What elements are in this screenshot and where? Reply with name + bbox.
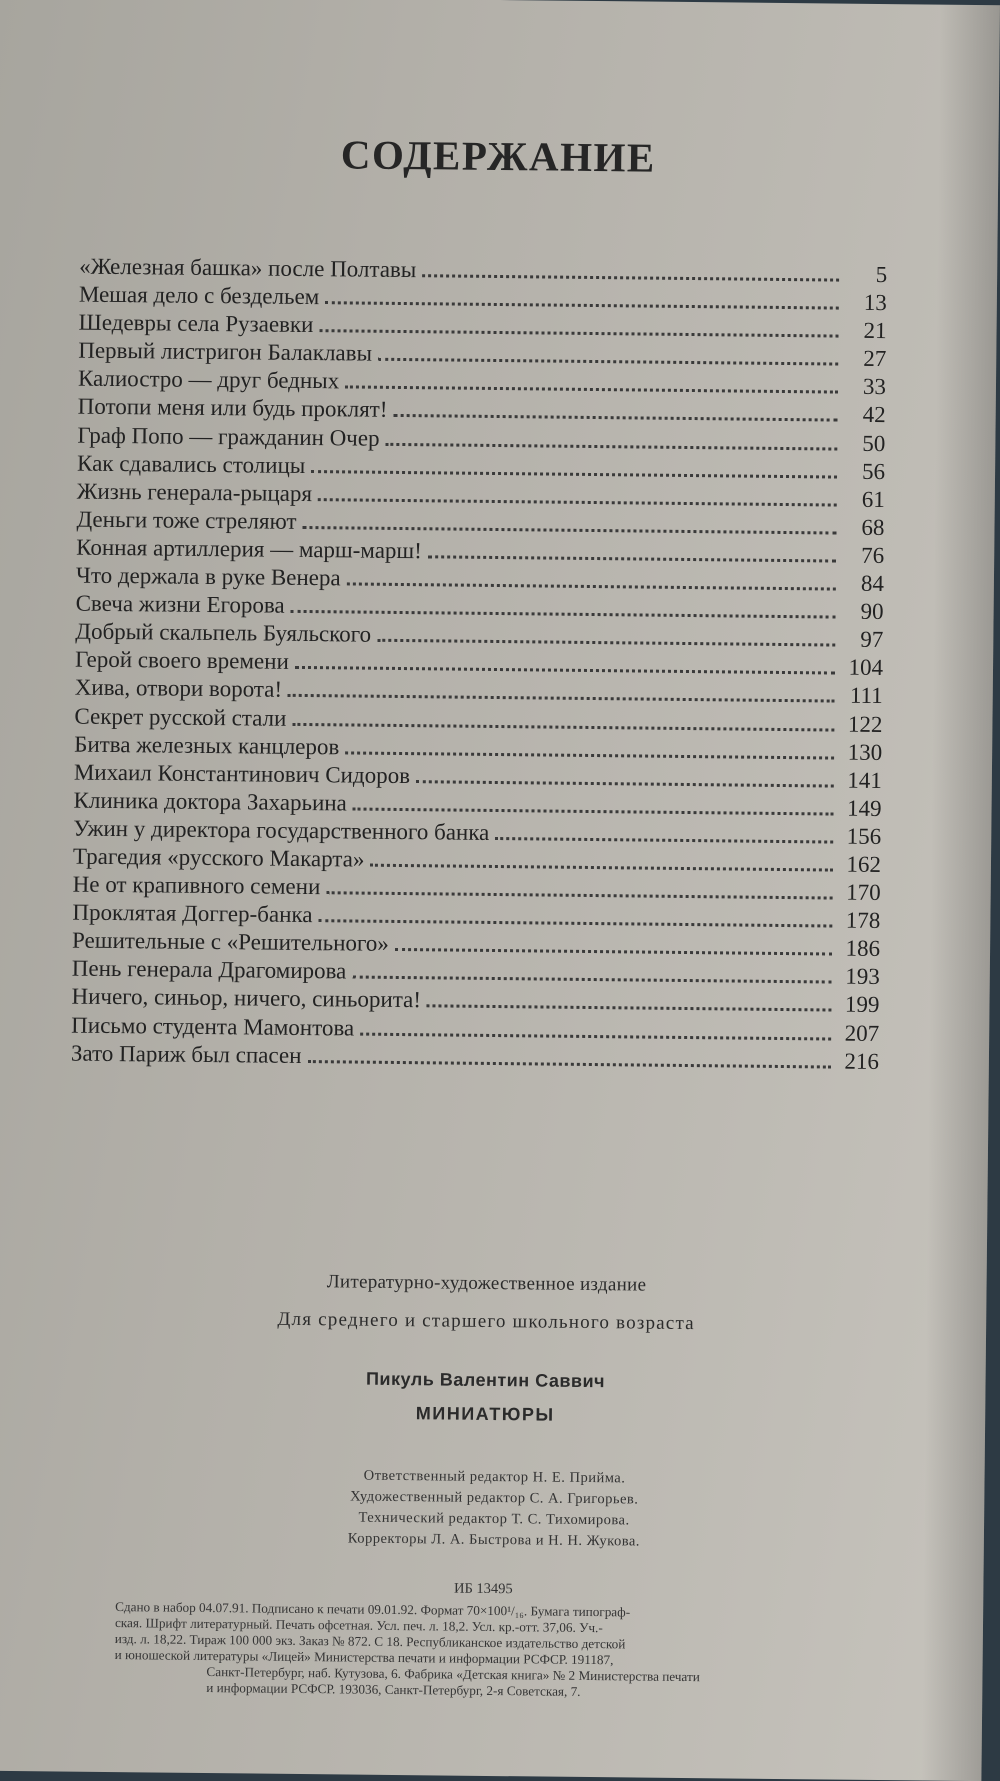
toc-entry-page: 199 bbox=[844, 992, 880, 1018]
toc-entry-page: 141 bbox=[847, 767, 882, 793]
toc-entry-title: Письмо студента Мамонтова bbox=[71, 1012, 355, 1041]
dot-leader bbox=[395, 948, 832, 956]
toc-entry-title: Пень генерала Драгомирова bbox=[71, 955, 347, 984]
toc-entry-title: Мешая дело с бездельем bbox=[78, 281, 320, 310]
editorial-credits bbox=[284, 1465, 705, 1553]
dot-leader bbox=[370, 864, 833, 872]
toc-entry-title: Ничего, синьор, ничего, синьорита! bbox=[71, 984, 422, 1013]
toc-entry-title: Шедевры села Рузаевки bbox=[78, 309, 314, 338]
dot-leader bbox=[427, 1005, 832, 1012]
toc-entry-page: 56 bbox=[861, 458, 886, 484]
dot-leader bbox=[353, 807, 834, 815]
credit-line: Художественный редактор С. А. Григорьев. bbox=[350, 1488, 639, 1508]
toc-title: СОДЕРЖАНИЕ bbox=[340, 131, 657, 181]
edition-type: Литературно-художественное издание bbox=[326, 1271, 647, 1296]
imprint-line: ская. Шрифт литературный. Печать офсетная. Усл. печ. л. 18,2. Усл. кр.-отт. 37,06. Уч.- bbox=[114, 1615, 603, 1636]
toc-entry-title: Конная артиллерия — марш-марш! bbox=[76, 534, 422, 564]
toc-entry-page: 90 bbox=[860, 598, 884, 625]
toc-entry-page: 5 bbox=[875, 261, 888, 288]
author-name: Пикуль Валентин Саввич bbox=[365, 1368, 606, 1392]
toc-entry-page: 130 bbox=[847, 739, 883, 765]
toc-entry-title: Деньги тоже стреляют bbox=[76, 506, 297, 534]
dot-leader bbox=[318, 919, 832, 927]
toc-entry-page: 97 bbox=[860, 627, 884, 653]
dot-leader bbox=[326, 891, 832, 899]
toc-entry-title: Свеча жизни Егорова bbox=[75, 590, 285, 618]
dot-leader bbox=[495, 837, 833, 844]
ib-number: ИБ 13495 bbox=[453, 1580, 513, 1598]
toc-entry-page: 27 bbox=[863, 346, 887, 372]
toc-entry-title: Потопи меня или будь проклят! bbox=[77, 394, 388, 423]
toc-entry-title: «Железная башка» после Полтавы bbox=[79, 253, 417, 283]
audience-note: Для среднего и старшего школьного возраста bbox=[277, 1308, 695, 1335]
toc-entry-title: Решительные с «Решительного» bbox=[71, 927, 389, 957]
imprint-block bbox=[114, 1599, 855, 1703]
toc-entry-title: Что держала в руке Венера bbox=[75, 562, 341, 591]
toc-entry-page: 104 bbox=[848, 654, 884, 681]
dot-leader bbox=[288, 694, 835, 703]
dot-leader bbox=[393, 414, 837, 422]
toc-entry-title: Не от крапивного семени bbox=[72, 871, 321, 900]
dot-leader bbox=[311, 470, 837, 479]
dot-leader bbox=[345, 386, 838, 394]
imprint-line: и юношеской литературы «Лицей» Министерства печати и информации РСФСР. 191187, bbox=[114, 1647, 614, 1668]
toc-entry-title: Граф Попо — гражданин Очер bbox=[77, 422, 380, 451]
imprint-line: Сдано в набор 04.07.91. Подписано к печати 09.01.92. Формат 70×100¹/₁₆. Бумага типограф- bbox=[115, 1599, 631, 1620]
toc-entry-page: 84 bbox=[860, 570, 885, 597]
dot-leader bbox=[318, 498, 837, 506]
toc-entry-page: 61 bbox=[861, 486, 885, 512]
toc-entry-page: 207 bbox=[844, 1020, 880, 1046]
toc-entry-page: 33 bbox=[862, 374, 887, 400]
toc-entry-title: Секрет русской стали bbox=[74, 703, 287, 731]
imprint-line: и информации РСФСР. 193036, Санкт-Петербург, 2-я Советская, 7. bbox=[206, 1680, 581, 1699]
credit-line: Технический редактор Т. С. Тихомирова. bbox=[358, 1509, 630, 1529]
toc-entry-title: Как сдавались столицы bbox=[77, 450, 306, 478]
toc-entry-title: Зато Париж был спасен bbox=[70, 1040, 302, 1068]
toc-entry-page: 162 bbox=[846, 851, 882, 878]
table-of-contents bbox=[71, 254, 887, 1077]
dot-leader bbox=[319, 329, 838, 337]
toc-entry-title: Жизнь генерала-рыцаря bbox=[76, 478, 313, 506]
toc-entry-page: 42 bbox=[862, 402, 886, 428]
toc-entry-title: Проклятая Доггер-банка bbox=[72, 899, 313, 928]
imprint-line: Санкт-Петербург, наб. Кутузова, 6. Фабрика «Детская книга» № 2 Министерства печати bbox=[206, 1664, 700, 1685]
toc-entry-title: Битва железных канцлеров bbox=[74, 731, 340, 759]
dot-leader bbox=[345, 751, 834, 759]
toc-entry-page: 21 bbox=[863, 318, 887, 344]
toc-entry-title: Калиостро — друг бедных bbox=[77, 365, 340, 394]
dot-leader bbox=[325, 301, 839, 309]
toc-entry-page: 122 bbox=[847, 711, 883, 737]
dot-leader bbox=[428, 555, 836, 562]
dot-leader bbox=[378, 358, 838, 366]
dot-leader bbox=[352, 976, 831, 984]
dot-leader bbox=[422, 274, 839, 281]
dot-leader bbox=[291, 610, 836, 619]
book-title: МИНИАТЮРЫ bbox=[415, 1403, 555, 1425]
toc-entry-title: Трагедия «русского Макарта» bbox=[72, 843, 365, 872]
toc-entry-page: 76 bbox=[861, 542, 885, 568]
toc-entry-page: 149 bbox=[846, 795, 882, 821]
dot-leader bbox=[292, 722, 834, 731]
toc-entry-title: Михаил Константинович Сидоров bbox=[73, 759, 411, 788]
dot-leader bbox=[360, 1032, 831, 1040]
toc-entry-page: 111 bbox=[849, 683, 883, 709]
dot-leader bbox=[385, 442, 837, 450]
toc-entry-title: Клиника доктора Захарьина bbox=[73, 787, 347, 816]
dot-leader bbox=[302, 526, 836, 535]
toc-entry-title: Хива, отвори ворота! bbox=[74, 674, 283, 703]
toc-entry-page: 170 bbox=[846, 879, 881, 906]
toc-entry-page: 178 bbox=[845, 907, 881, 934]
toc-entry-title: Герой своего времени bbox=[74, 646, 289, 675]
imprint-line: изд. л. 18,22. Тираж 100 000 экз. Заказ № 872. С 18. Республиканское издательство детской bbox=[114, 1631, 626, 1652]
dot-leader bbox=[416, 780, 834, 787]
toc-entry-title: Первый листригон Балаклавы bbox=[78, 337, 373, 366]
toc-entry-page: 156 bbox=[846, 823, 882, 849]
toc-entry-page: 216 bbox=[844, 1048, 880, 1074]
credit-line: Корректоры Л. А. Быстрова и Н. Н. Жукова. bbox=[347, 1530, 641, 1550]
toc-entry-page: 193 bbox=[845, 964, 880, 990]
dot-leader bbox=[347, 582, 836, 590]
toc-entry-page: 50 bbox=[862, 430, 886, 456]
credit-line: Ответственный редактор Н. Е. Прийма. bbox=[363, 1467, 626, 1487]
toc-entry-page: 13 bbox=[863, 289, 887, 316]
toc-entry-page: 68 bbox=[861, 514, 885, 540]
dot-leader bbox=[295, 666, 835, 675]
dot-leader bbox=[377, 639, 835, 647]
toc-entry-title: Добрый скальпель Буяльского bbox=[75, 618, 372, 647]
toc-entry-page: 186 bbox=[845, 935, 881, 962]
toc-entry-title: Ужин у директора государственного банка bbox=[73, 815, 490, 845]
dot-leader bbox=[307, 1060, 830, 1068]
